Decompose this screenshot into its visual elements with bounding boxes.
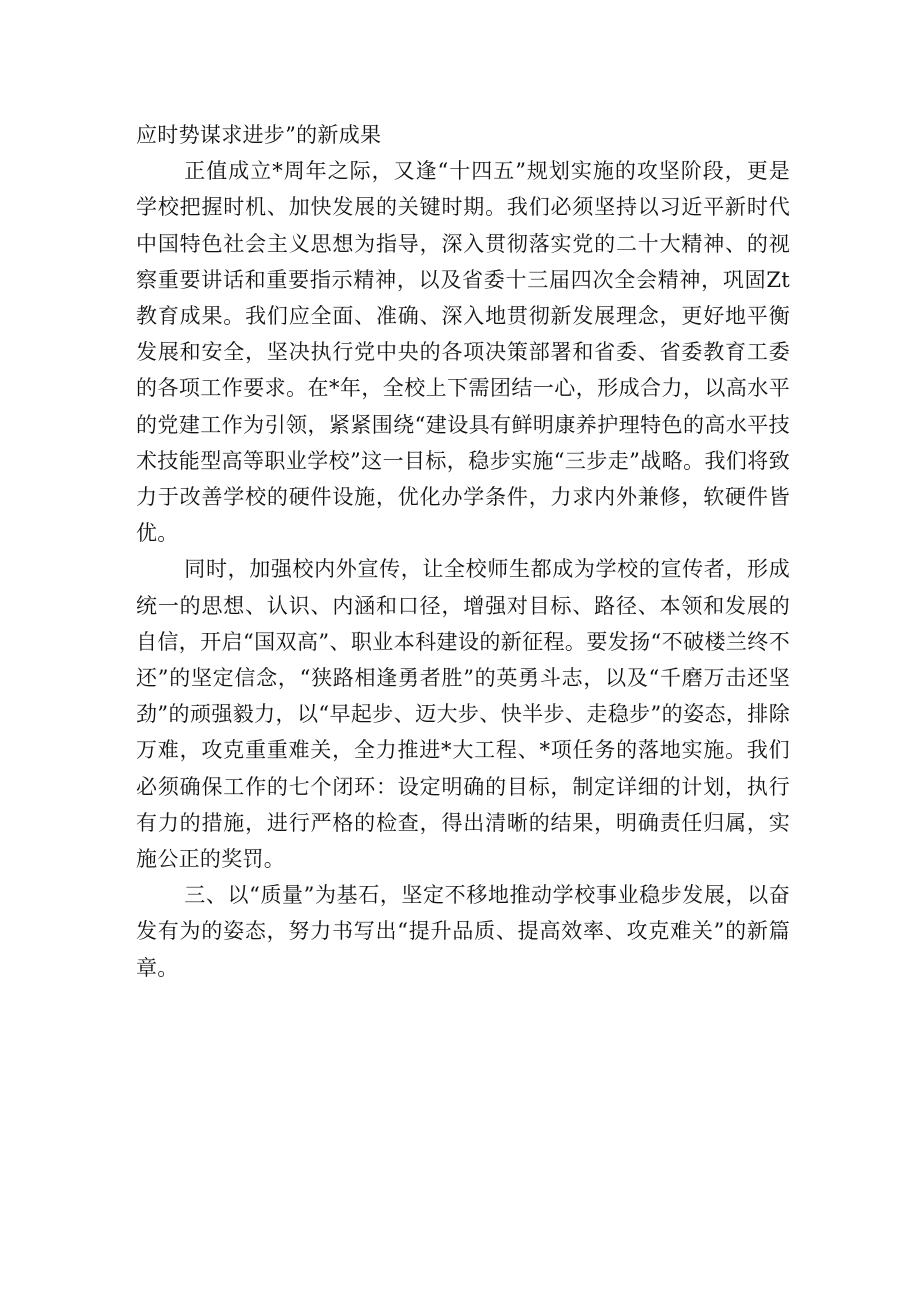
paragraph-anniversary-development: 正值成立*周年之际，又逢“十四五”规划实施的攻坚阶段，更是学校把握时机、加快发展的关键时期。我们必须坚持以习近平新时代中国特色社会主义思想为指导，深入贯彻落实党的二十大精神、的视察重要讲话和重要指示精神，以及省委十三届四次全会精神，巩固Zt教育成果。我们应全面、准确、深入地贯彻新发展理念，更好地平衡发展和安全，坚决执行党中央的各项决策部署和省委、省委教育工委的各项工作要求。在*年，全校上下需团结一心，形成合力，以高水平的党建工作为引领，紧紧围绕“建设具有鲜明康养护理特色的高水平技术技能型高等职业学校”这一目标，稳步实施“三步走”战略。我们将致力于改善学校的硬件设施，优化办学条件，力求内外兼修，软硬件皆优。	[136, 159, 790, 546]
document-body	[136, 117, 790, 986]
paragraph-section-three-quality: 三、以“质量”为基石，坚定不移地推动学校事业稳步发展，以奋发有为的姿态，努力书写出“提升品质、提高效率、攻克难关”的新篇章。	[136, 883, 790, 980]
paragraph-heading-continuation: 应时势谋求进步”的新成果	[136, 123, 382, 147]
paragraph-publicity-closed-loop: 同时，加强校内外宣传，让全校师生都成为学校的宣传者，形成统一的思想、认识、内涵和口径，增强对目标、路径、本领和发展的自信，开启“国双高”、职业本科建设的新征程。要发扬“不破楼兰终不还”的坚定信念，“狭路相逢勇者胜”的英勇斗志，以及“千磨万击还坚劲”的顽强毅力，以“早起步、迈大步、快半步、走稳步”的姿态，排除万难，攻克重重难关，全力推进*大工程、*项任务的落地实施。我们必须确保工作的七个闭环：设定明确的目标，制定详细的计划，执行有力的措施，进行严格的检查，得出清晰的结果，明确责任归属，实施公正的奖罚。	[136, 557, 790, 872]
